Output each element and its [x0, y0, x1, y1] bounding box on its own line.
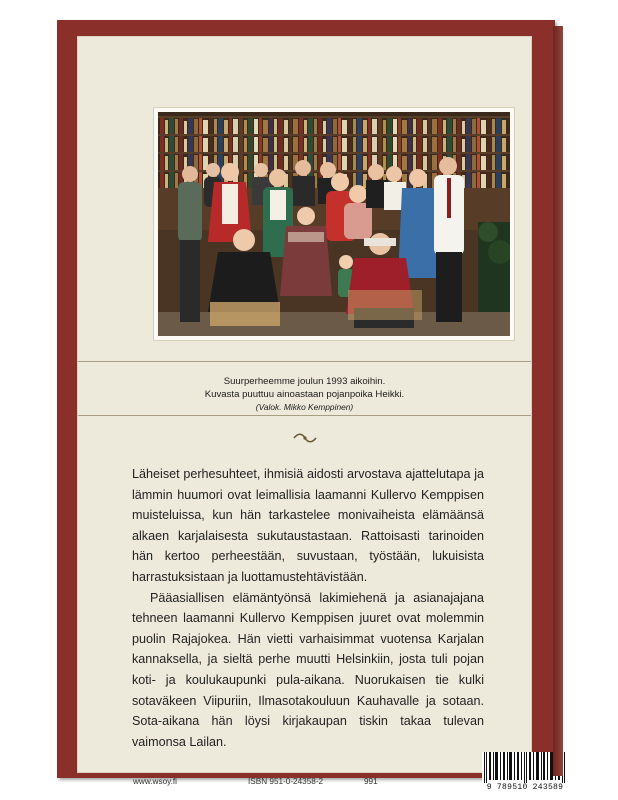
photo-credit: (Valok. Mikko Kemppinen) [255, 402, 354, 412]
back-cover-blurb [132, 464, 484, 752]
isbn-text: ISBN 951-0-24358-2 [248, 777, 324, 786]
barcode-number: 9 789510 243589 [478, 783, 572, 792]
back-cover-panel [77, 36, 564, 792]
price-code: 991 [364, 777, 378, 786]
blurb-paragraph-1: Läheiset perhesuhteet, ihmisiä aidosti arvostava ajattelutapa ja lämmin huumori ovat leimallisia laamanni Kullervo Kemppisen muisteluissa, kun hän tarkastelee monivaiheista elämäänsä alkaen karjalaisesta sukutaustastaan. Rattoisasti tarinoiden hän kertoo perheestään, suvustaan, työstään, lukuisista harrastuksistaan ja luottamustehtävistään. [132, 467, 484, 584]
caption-line-1: Suurperheemme joulun 1993 aikoihin. [223, 376, 386, 387]
photo-frame [153, 107, 515, 341]
family-photo [158, 112, 510, 336]
divider-bottom [78, 415, 531, 416]
photo-caption [78, 375, 531, 414]
publisher-website: www.wsoy.fi [133, 777, 177, 786]
ornament-icon [292, 431, 318, 443]
divider-top [78, 361, 531, 362]
blurb-paragraph-2: Pääasiallisen elämäntyönsä lakimiehenä ja asianajajana tehneen laamanni Kullervo Kemppisen juuret ovat molemmin puolin Rajajokea. Hän vietti varhaisimmat vuotensa Karjalan kannaksella, ja sieltä perhe muutti Helsinkiin, josta tuli pojan koti- ja koulukaupunki pula-aikana. Nuorukaisen tie kulki sotaväkeen Viipuriin, Ilmasotakouluun Kauhavalle ja sotaan. Sota-aikana hän löysi kirjakaupan tiskin takaa tulevan vaimonsa Lailan. [132, 590, 484, 749]
caption-line-2: Kuvasta puuttuu ainoastaan pojanpoika Heikki. [204, 389, 405, 400]
book-cover [57, 20, 564, 792]
